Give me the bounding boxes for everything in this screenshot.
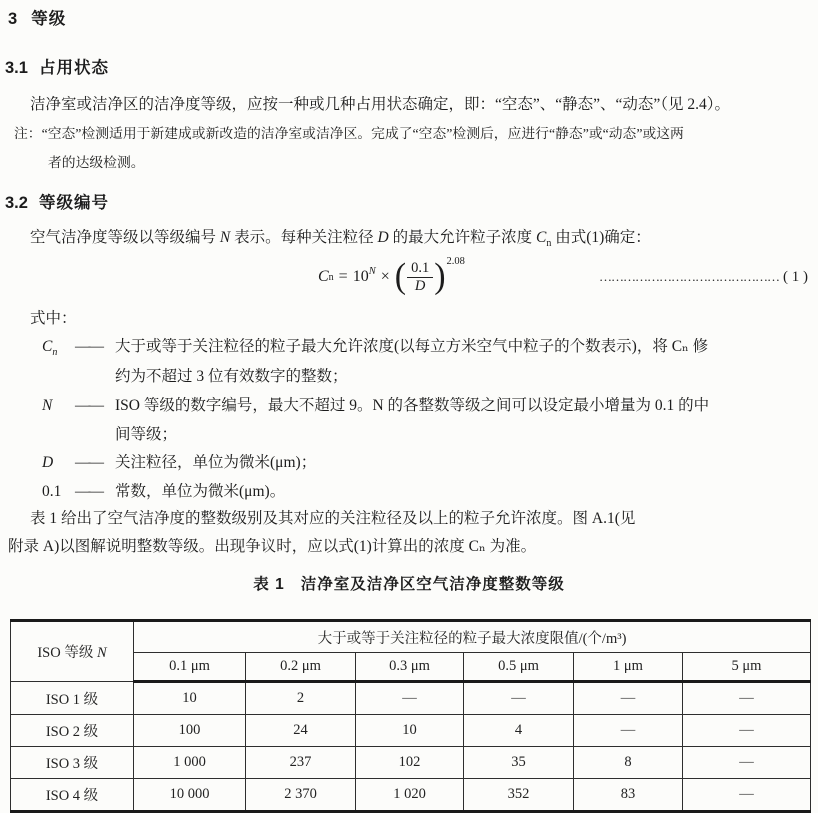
cell: — [683, 682, 811, 715]
equation-number: ( 1 ) [783, 268, 808, 285]
row-label: ISO 2 级 [11, 715, 134, 747]
exponent-N: N [368, 265, 376, 277]
closing-paragraph-line-2: 附录 A)以图解说明整数等级。出现争议时，应以式(1)计算出的浓度 Cₙ 为准。 [8, 538, 537, 555]
definition-dash: —— [75, 397, 102, 414]
definition-dash: —— [75, 454, 102, 471]
definition-0-1 [42, 479, 285, 501]
section-3-2-title: 等级编号 [38, 194, 109, 212]
paragraph-text: 由式(1)确定： [551, 229, 651, 246]
dot-leader: ……………………………………… [599, 269, 779, 284]
table-row-iso4 [11, 779, 811, 812]
right-paren: ) [434, 256, 446, 296]
fraction-numerator: 0.1 [407, 260, 433, 278]
header-size-0-1um: 0.1 μm [134, 653, 246, 682]
row-label: ISO 3 级 [11, 747, 134, 779]
cell: — [574, 715, 683, 747]
table-row-iso2 [11, 715, 811, 747]
variable-N: N [219, 229, 231, 246]
variable-Cn-subscript: n [328, 271, 334, 283]
variable-Cn: C [535, 229, 547, 246]
definition-N [42, 393, 709, 415]
header-iso-class: ISO 等级 N [11, 621, 134, 682]
cell: 352 [464, 779, 574, 812]
left-paren: ( [394, 256, 407, 296]
definition-text: 常数，单位为微米(μm)。 [115, 483, 286, 500]
definition-term: D [42, 454, 54, 471]
cell: 2 [246, 682, 356, 715]
table-row-iso1 [11, 682, 811, 715]
cell: 1 020 [356, 779, 464, 812]
fraction-denominator: D [414, 277, 426, 294]
definition-text: 关注粒径，单位为微米(μm)； [115, 454, 317, 471]
cell: 8 [574, 747, 683, 779]
cell: — [683, 747, 811, 779]
section-3-heading [8, 5, 66, 29]
table-1-number: 表 1 [253, 576, 285, 593]
cell: 102 [356, 747, 464, 779]
definition-D [42, 450, 316, 472]
header-size-0-5um: 0.5 μm [464, 653, 574, 682]
header-concentration-limit: 大于或等于关注粒径的粒子最大浓度限值/(个/m³) [134, 621, 811, 653]
closing-paragraph-line-1: 表 1 给出了空气洁净度的整数级别及其对应的关注粒径及以上的粒子允许浓度。图 A.1(见 [30, 510, 636, 527]
table-1-title [0, 572, 818, 594]
definition-text: ISO 等级的数字编号，最大不超过 9。N 的各整数等级之间可以设定最小增量为 0.1 的中 [115, 397, 710, 414]
header-size-1um: 1 μm [574, 653, 683, 682]
section-3-2-number: 3.2 [5, 194, 28, 212]
cell: 10 [356, 715, 464, 747]
cell: — [356, 682, 464, 715]
table-1-caption: 洁净室及洁净区空气洁净度整数等级 [300, 576, 565, 593]
cell: — [574, 682, 683, 715]
definition-Cn-continued: 约为不超过 3 位有效数字的整数； [115, 368, 348, 385]
variable-Cn: C [318, 268, 329, 285]
section-3-1-title: 占用状态 [38, 59, 109, 77]
section-3-number: 3 [8, 10, 18, 28]
cell: 237 [246, 747, 356, 779]
header-size-0-3um: 0.3 μm [356, 653, 464, 682]
equation-expression [318, 255, 465, 296]
cell: 100 [134, 715, 246, 747]
section-3-2-heading [5, 189, 109, 213]
variable-D: D [377, 229, 389, 246]
header-size-5um: 5 μm [683, 653, 811, 682]
header-size-0-2um: 0.2 μm [246, 653, 356, 682]
variable-Cn-subscript: n [546, 238, 552, 250]
definition-N-continued: 间等级； [115, 426, 178, 443]
definition-Cn [42, 334, 708, 358]
section-3-1-number: 3.1 [5, 59, 28, 77]
iso-class-table [10, 619, 811, 813]
section-3-1-heading [5, 54, 109, 78]
cell: 1 000 [134, 747, 246, 779]
exponent-value: 2.08 [446, 255, 465, 267]
occupancy-paragraph: 洁净室或洁净区的洁净度等级，应按一种或几种占用状态确定，即：“空态”、“静态”、“动态”（见 2.4）。 [30, 96, 731, 113]
note-line-1: 注：“空态”检测适用于新建成或新改造的洁净室或洁净区。完成了“空态”检测后，应进行“静态”或“动态”或这两 [14, 126, 684, 141]
base-10: 10 [352, 268, 369, 285]
section-3-title: 等级 [31, 10, 67, 28]
cell: 10 000 [134, 779, 246, 812]
row-label: ISO 4 级 [11, 779, 134, 812]
definition-term: $C_n$ [42, 338, 58, 359]
table-row-iso3 [11, 747, 811, 779]
note-line-2: 者的达级检测。 [48, 155, 145, 170]
where-label: 式中： [30, 310, 77, 327]
fraction [407, 260, 433, 294]
cell: — [464, 682, 574, 715]
cell: 35 [464, 747, 574, 779]
definition-term: 0.1 [42, 483, 62, 500]
cell: 10 [134, 682, 246, 715]
cell: — [683, 715, 811, 747]
cell: 2 370 [246, 779, 356, 812]
multiplication-sign: × [380, 268, 390, 285]
class-number-paragraph [30, 225, 651, 249]
cell: — [683, 779, 811, 812]
cell: 24 [246, 715, 356, 747]
row-label: ISO 1 级 [11, 682, 134, 715]
paragraph-text: 表示。每种关注粒径 [230, 229, 378, 246]
definition-dash: —— [75, 483, 102, 500]
definition-dash: —— [75, 338, 102, 355]
equals-sign: = [338, 268, 348, 285]
definition-term: N [42, 397, 53, 414]
cell: 83 [574, 779, 683, 812]
equation-1 [318, 252, 808, 302]
definition-text: 大于或等于关注粒径的粒子最大允许浓度(以每立方米空气中粒子的个数表示)，将 Cₙ 修 [115, 338, 709, 355]
paragraph-text: 空气洁净度等级以等级编号 [30, 229, 220, 246]
cell: 4 [464, 715, 574, 747]
paragraph-text: 的最大允许粒子浓度 [388, 229, 536, 246]
